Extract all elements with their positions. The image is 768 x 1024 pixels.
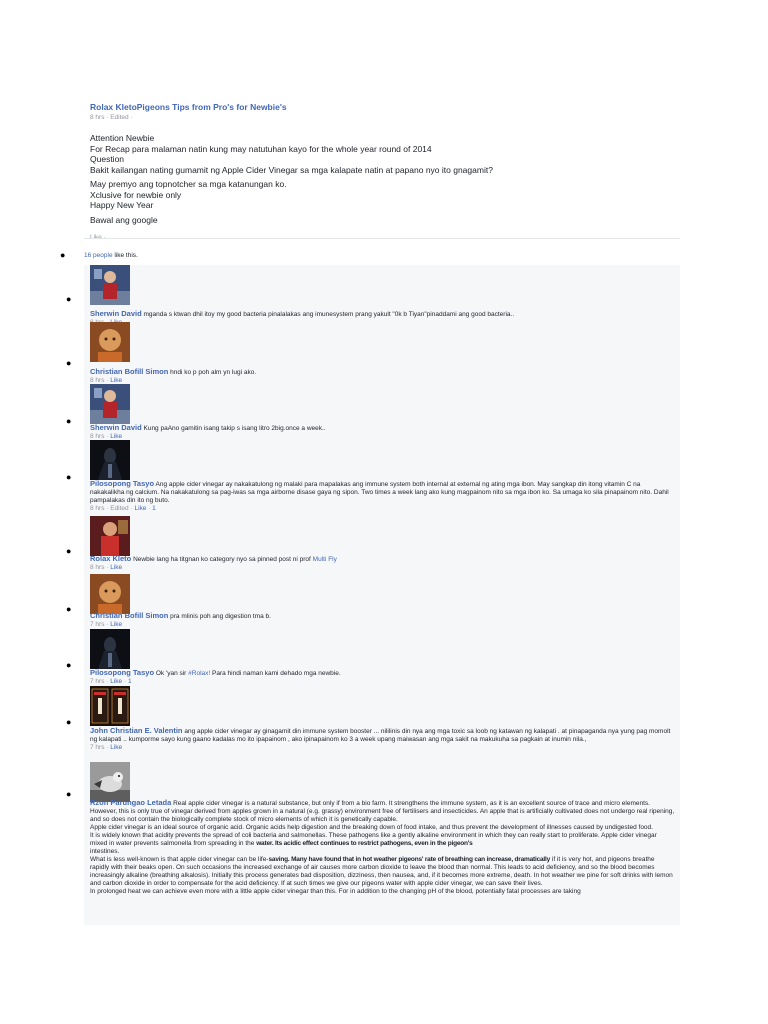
- comment-like-count[interactable]: 1: [152, 505, 156, 512]
- comment-text: Ok 'yan sir: [154, 670, 189, 677]
- post-line: Xclusive for newbie only: [90, 189, 182, 200]
- post-line: Question: [90, 154, 125, 164]
- post-line: Bakit kailangan nating gumamit ng Apple Cider Vinegar sa mga kalapate natin at papano nyo ito gnagamit?: [90, 164, 493, 175]
- comment-like-link[interactable]: Like: [134, 505, 147, 512]
- comment-text: pra mlinis poh ang digestion tma b.: [168, 613, 271, 620]
- comment-like-link[interactable]: Like: [110, 377, 123, 384]
- comment-like-link[interactable]: Like: [110, 744, 123, 751]
- bullet: ●: [60, 250, 66, 260]
- likes-suffix: like this.: [112, 252, 138, 259]
- comment-like-count[interactable]: 1: [127, 678, 132, 685]
- post-line: May premyo ang topnotcher sa mga katanungan ko.: [90, 179, 287, 189]
- avatar[interactable]: [90, 762, 130, 802]
- comment-author[interactable]: Rolax Kleto: [90, 554, 132, 563]
- bullet: ●: [66, 660, 72, 670]
- comment-time: 8 hrs: [90, 505, 105, 512]
- bullet: ●: [66, 472, 72, 482]
- comment-like-link[interactable]: Like: [110, 564, 123, 571]
- comment-author[interactable]: Christian Bofill Simon: [90, 611, 169, 620]
- comment-time: 7 hrs: [90, 621, 105, 628]
- bullet: ●: [66, 358, 72, 368]
- likes-people-link[interactable]: 16 people: [84, 252, 113, 259]
- comment-text: ang apple cider vinegar ay ginagamit din immune system booster ... nililinis din nya ang mga toxic sa loob ng katawan ng kalapati . at pinapaganda nya yung pag momolt ng kalapati .. kumporme sayo kung gaano kadalas mo ito ipapainom , ako ipinapainom ko 3 a week upang maiwasan ang mga sakit na makukuha sa pagkain at inumin nila.,: [90, 728, 671, 743]
- comment-time: 8 hrs: [90, 564, 105, 571]
- bullet: ●: [66, 717, 72, 727]
- comment-author[interactable]: John Christian E. Valentin: [90, 726, 183, 735]
- comment-text: and pigeons breathe rapidly with their beaks open. On such occasions the increased exchange of air causes more carbon dioxide to leave the blood than normal. This leads to acid deficiency, and so the blood becomes increasingly alkaline (breathing alkalosis). Initially this process generates bad disposition, dizziness, then nausea, and, if it becomes more extreme, death. In hot weather we pine for soft drinks with lemon and carbon dioxide in order to compensate for the acid deficiency. If at such times we give our pigeons water with apple cider vinegar, we can save their lives.: [90, 856, 673, 887]
- comment-text: Ang apple cider vinegar ay nakakatulong ng malaki para mapalakas ang immune system both internal at external ng ating mga ibon. May sangkap din itong vitamin C na nakakalikha ng calcium. Na nakakatulong sa pag-iwas sa mga airborne disase gaya ng sipon. Two times a week lang ako kung magpainom nito sa mga ibon ko. Sa umaga ko sila pinapainom nito. Dahil pampalakas din ito ng buto.: [90, 481, 669, 504]
- avatar[interactable]: [90, 574, 130, 614]
- post-meta: 8 hrs · Edited ·: [90, 114, 133, 121]
- comment-time: 7 hrs: [90, 744, 105, 751]
- comment-emphasis: water. Its acidic effect continues to restrict pathogens, even in the pigeon's: [256, 840, 473, 847]
- avatar[interactable]: [90, 629, 130, 669]
- comment-text: if it is very hot,: [550, 856, 594, 863]
- post-line: Attention Newbie: [90, 133, 155, 143]
- comment-emphasis: saving. Many have found that in hot weather pigeons' rate of breathing can increase, dramatically: [268, 856, 551, 863]
- comment-like-link[interactable]: Like: [110, 621, 123, 628]
- comment-author[interactable]: Sherwin David: [90, 309, 142, 318]
- post-body: [90, 133, 680, 225]
- comment-time: 8 hrs: [90, 377, 105, 384]
- comment-text: hndi ko p poh alm yn lugi ako.: [168, 369, 257, 376]
- bullet: ●: [66, 789, 72, 799]
- post-line: Bawal ang google: [90, 214, 158, 225]
- avatar[interactable]: [90, 440, 130, 480]
- comment-author[interactable]: Rzon Parungao Letada: [90, 798, 172, 807]
- post-title[interactable]: Rolax KletoPigeons Tips from Pro's for Newbie's: [90, 102, 287, 112]
- avatar[interactable]: [90, 516, 130, 556]
- comment-author[interactable]: Christian Bofill Simon: [90, 367, 169, 376]
- bullet: ●: [66, 546, 72, 556]
- comment-paragraph: What is less well-known is that apple cider vinegar can be life-: [90, 856, 269, 863]
- comment-paragraph: In prolonged heat we can achieve even more with a little apple cider vinegar than this. For in addition to the changing pH of the blood, potentially fatal processes are taking: [90, 888, 581, 895]
- comment-text: Para hindi naman kami dehado mga newbie.: [210, 670, 341, 677]
- comment-text: intestines.: [90, 848, 120, 855]
- comment-edited: Edited: [110, 505, 129, 512]
- comment-paragraph: It is widely known that acidity prevents the spread of coli bacteria and salmonellas. These pathogens like a gently alkaline environment in which they can really start to proliferate. Apple cider vinegar mixed in water prevents salmonella from spreading in the: [90, 832, 657, 847]
- comment-text: mganda s ktwan dhil itoy my good bacteria pinalalakas ang imunesystem prang yakult "0k b Tiyan"pinaddami ang good bacteria..: [141, 311, 515, 318]
- comment-like-link[interactable]: Like: [110, 678, 123, 685]
- comment-paragraph: Apple cider vinegar is an ideal source of organic acid. Organic acids help digestion and the breaking down of food intake, and thus prevent the development of illnesses caused by undigested food.: [90, 824, 653, 831]
- comment-text: Newbie lang ha titgnan ko category nyo sa pinned post ni prof: [131, 556, 313, 563]
- divider: [84, 238, 680, 239]
- avatar[interactable]: [90, 265, 130, 305]
- post-line: Happy New Year: [90, 200, 154, 210]
- post-line: For Recap para malaman natin kung may natutuhan kayo for the whole year round of 2014: [90, 143, 432, 154]
- avatar[interactable]: [90, 686, 130, 726]
- comment-time: 8 hrs: [90, 433, 105, 440]
- avatar[interactable]: [90, 384, 130, 424]
- bullet: ●: [66, 294, 72, 304]
- bullet: ●: [66, 604, 72, 614]
- mention-link[interactable]: #Rolax!: [188, 670, 211, 677]
- likes-summary: [0, 250, 680, 265]
- comment-author[interactable]: Pilosopong Tasyo: [90, 668, 155, 677]
- comments-list: ● Sherwin David mganda s ktwan dhil itoy my good bacteria pinalalakas ang imunesystem prang yakult "0k b Tiyan"pinaddami ang good bacteria.. ● Christian Bofill Simon hndi ko p poh alm yn lugi ako. 8 hrs · Like ● Sherwin David Kung paAno gamitin isang takip s isang litro 2big.once a week.. 8 hrs · Like ● Pilosopong Tasyo Ang apple cider vinegar ay nakakatulong ng malaki para mapalakas ang immune system both internal at external ng ating mga ibon. May sangkap din itong vitamin C na nakakalikha ng calcium. Na nakakatulong sa pag-iwas sa mga airborne disase gaya ng sipon. Two times a week lang ako kung magpainom nito sa mga ibon ko. Sa umaga ko sila pinapainom nito. Dahil pampalakas din ito ng buto. 8 hrs · Edited · Like · 1 ● Rolax Kleto Newbie lang ha titgnan ko category nyo sa pinned post ni prof Multi Fly 8 hrs · Like ● Christian Bofill Simon pra mlinis poh ang digestion tma b. 7 hrs · Like ● Pilosopong Tasyo Ok 'yan sir #Rolax! Para hindi naman kami dehado mga newbie. 7 hrs · Like · 1 ● John Christian E. Valentin ang apple cider vinegar ay ginagamit din immune system booster ... nililinis din nya ang mga toxic sa loob ng katawan ng kalapati . at pinapaganda nya yung pag momolt ng kalapati .. kumporme sayo kung gaano kadalas mo ito ipapainom , ako ipinapainom ko 3 a week upang maiwasan ang mga sakit na makukuha sa pagkain at inumin nila., 7 hrs · Like ● Rzon Parungao Letada Real apple cider vinegar is a natural substance, but only if from a bio farm. It strengthens the immune system, as it is an excellent source of trace and micro elements. However, this is only true of vinegar derived from apples grown in a natural (e.g. grassy) environment free of fertilisers and insecticides. An apple that is artificially cultivated does not undergo real ripening, and so does not contain the biologically complete stock of micro elements of which it is genetically capable. Apple cider vinegar is an ideal source of organic acid. Organic acids help digestion and the breaking down of food intake, and thus prevent the development of illnesses caused by undigested food. It is widely known that acidity prevents the spread of coli bacteria and salmonellas. These pathogens like a gently alkaline environment in which they can really start to proliferate. Apple cider vinegar mixed in water prevents salmonella from spreading in the water. Its acidic effect continues to restrict pathogens, even in the pigeon's intestines. What is less well-known is that apple cider vinegar can be life-saving. Many have found that in hot weather pigeons' rate of breathing can increase, dramatically if it is very hot, and pigeons breathe rapidly with their beaks open. On such occasions the increased exchange of air causes more carbon dioxide to leave the blood than normal. This leads to acid deficiency, and so the blood becomes increasingly alkaline (breathing alkalosis). Initially this process generates bad disposition, dizziness, then nausea, and, if it becomes more extreme, death. In hot weather we pine for soft drinks with lemon and carbon dioxide in order to compensate for the acid deficiency. If at such times we give our pigeons water with apple cider vinegar, we can save their lives. In prolonged heat we can achieve even more with a little apple cider vinegar than this. For in addition to the changing pH of the blood, potentially fatal processes are taking: [84, 265, 680, 925]
- comment-author[interactable]: Sherwin David: [90, 423, 142, 432]
- bullet: ●: [66, 416, 72, 426]
- comment-text: Kung paAno gamitin isang takip s isang litro 2big.once a week..: [141, 425, 326, 432]
- comment-time: 7 hrs: [90, 678, 105, 685]
- comment-text: Real apple cider vinegar is a natural substance, but only if from a bio farm. It strengthens the immune system, as it is an excellent source of trace and micro elements. However, this is only true of vinegar derived from apples grown in a natural (e.g. grassy) environment free of fertilisers and insecticides. An apple that is artificially cultivated does not undergo real ripening, and so does not contain the biologically complete stock of micro elements of which it is genetically capable.: [90, 800, 675, 823]
- post: [90, 102, 680, 241]
- mention-link[interactable]: Multi Fly: [312, 556, 337, 563]
- comment-like-link[interactable]: Like: [110, 433, 123, 440]
- comment-author[interactable]: Pilosopong Tasyo: [90, 479, 155, 488]
- avatar[interactable]: [90, 322, 130, 362]
